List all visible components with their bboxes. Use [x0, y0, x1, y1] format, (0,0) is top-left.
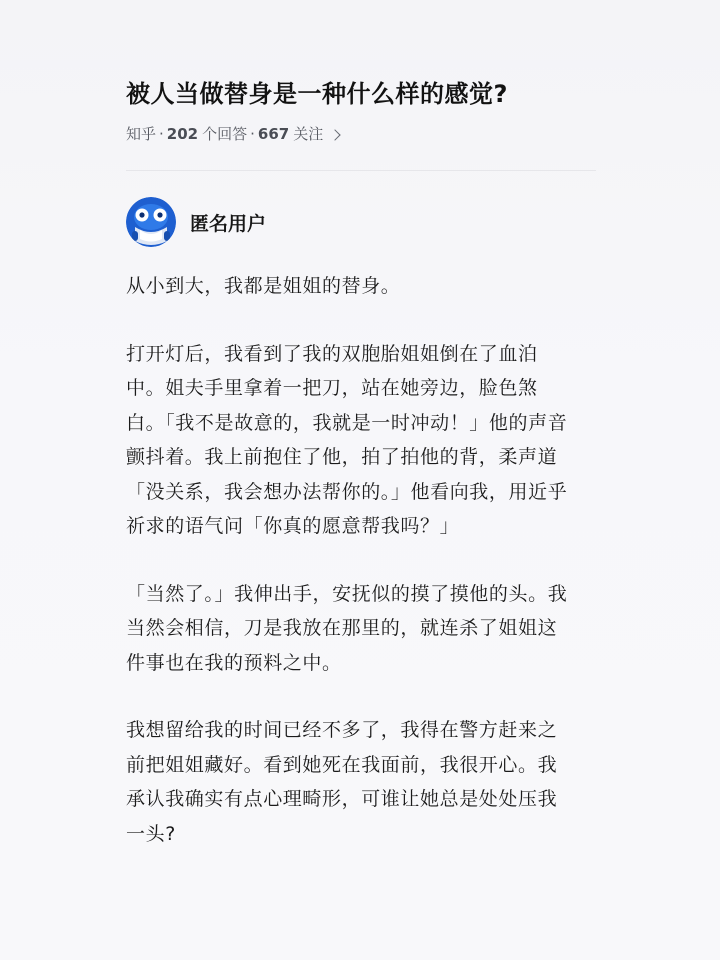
- avatar[interactable]: [126, 197, 176, 247]
- anonymous-user-avatar-icon: [126, 197, 176, 247]
- question-meta-link[interactable]: [126, 122, 596, 146]
- answer-paragraph: 打开灯后，我看到了我的双胞胎姐姐倒在了血泊中。姐夫手里拿着一把刀，站在她旁边，脸色煞白。「我不是故意的，我就是一时冲动！」他的声音颤抖着。我上前抱住了他，拍了拍他的背，柔声道「没关系，我会想办法帮你的。」他看向我，用近乎祈求的语气问「你真的愿意帮我吗？」: [126, 342, 568, 537]
- answer-paragraph: 「当然了。」我伸出手，安抚似的摸了摸他的头。我当然会相信，刀是我放在那里的，就连杀了姐姐这件事也在我的预料之中。: [126, 582, 568, 674]
- followers-label: 关注: [293, 125, 324, 143]
- answers-label: 个回答: [202, 125, 248, 143]
- divider: [126, 170, 596, 171]
- meta-separator: ·: [250, 125, 255, 143]
- question-title[interactable]: 被人当做替身是一种什么样的感觉?: [126, 80, 508, 108]
- followers-count: 667: [257, 125, 290, 143]
- author-name[interactable]: 匿名用户: [190, 212, 267, 235]
- answer-paragraph: 我想留给我的时间已经不多了，我得在警方赶来之前把姐姐藏好。看到她死在我面前，我很开心。我承认我确实有点心理畸形，可谁让她总是处处压我一头?: [126, 719, 558, 845]
- meta-separator: ·: [159, 125, 164, 143]
- chevron-right-icon: [330, 129, 341, 140]
- answers-count: 202: [166, 125, 199, 143]
- answer-content: [126, 269, 571, 851]
- answer-paragraph: 从小到大，我都是姐姐的替身。: [126, 275, 401, 297]
- author-info: [126, 197, 596, 247]
- source-label: 知乎: [126, 125, 157, 143]
